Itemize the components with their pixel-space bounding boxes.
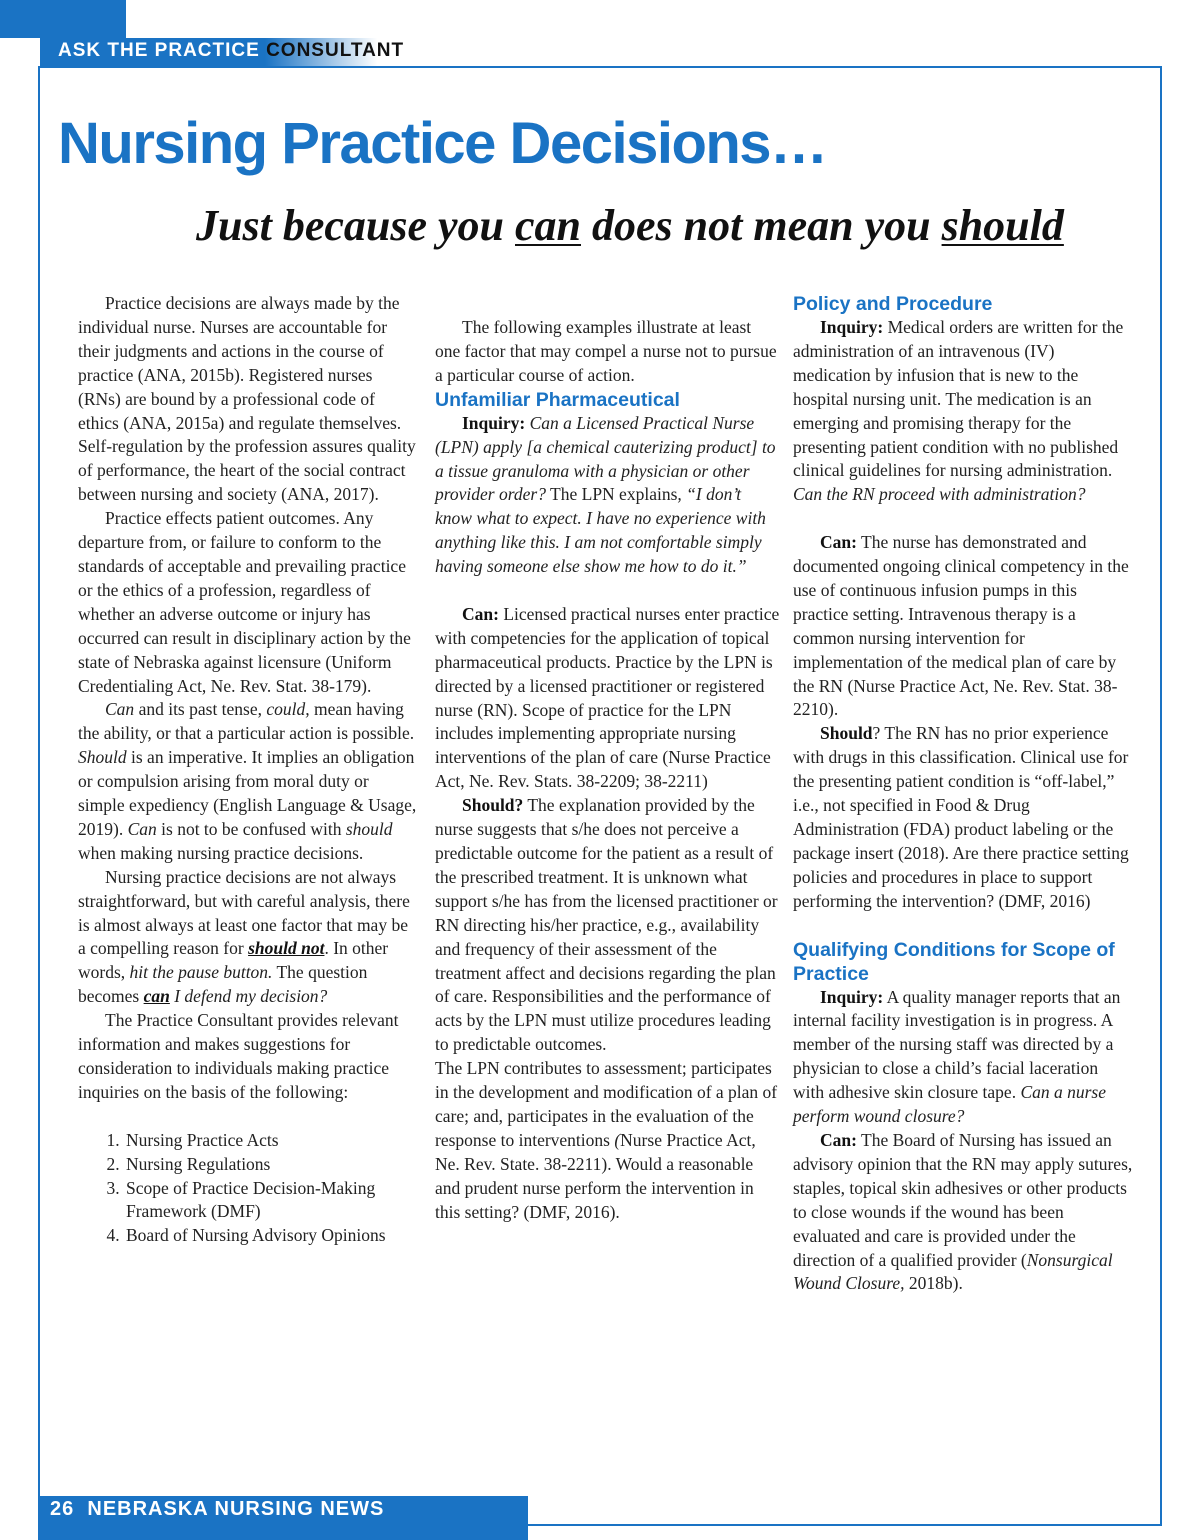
- should-label: Should?: [462, 795, 524, 816]
- text-run: mean having the ability, or that a particular action is possible.: [78, 699, 415, 744]
- text-run: 2018b).: [904, 1273, 963, 1294]
- subtitle-part1: Just because you: [196, 201, 515, 250]
- col3-can-2: [793, 1129, 1133, 1296]
- text-run: The nurse has demonstrated and documented ongoing clinical competency in the use of continuous infusion pumps in this practice setting. Intravenous therapy is a common nursing intervention for implementation of the medical plan of care by the RN (Nurse Practice Act, Ne. Rev. Stat. 38-2210).: [793, 532, 1129, 720]
- col1-paragraph-4: [78, 866, 418, 1009]
- column-2: [435, 316, 780, 1225]
- inquiry-label: Inquiry:: [820, 986, 884, 1007]
- text-run: (: [614, 1129, 621, 1150]
- can-label: Can:: [820, 532, 857, 553]
- phrase-pause: hit the pause button.: [129, 962, 273, 983]
- section-label-part2: CONSULTANT: [259, 40, 405, 61]
- text-run: is an imperative. It implies an obligation or compulsion arising from moral duty or simple expediency (English Language & Usage, 2019).: [78, 747, 417, 839]
- text-run: The question becomes: [78, 962, 368, 1007]
- inquiry-quote: , “I don’t know what to expect. I have no experience with anything like this. I am not comfortable simply having someone else show me how to do it.”: [435, 484, 766, 577]
- col3-inquiry-1: [793, 316, 1133, 507]
- article-title: Nursing Practice Decisions…: [58, 111, 827, 176]
- col1-paragraph-3: [78, 698, 418, 865]
- header-accent-block: [0, 0, 126, 38]
- col3-should-1: [793, 722, 1133, 913]
- section-label-part1: ASK THE PRACTICE: [58, 40, 260, 61]
- footer: [50, 1498, 384, 1521]
- term-can-emphasis: can: [143, 986, 170, 1007]
- inquiry-question: Can a nurse perform wound closure?: [793, 1082, 1107, 1127]
- text-run: The LPN explains: [545, 484, 678, 505]
- term-could: could,: [266, 699, 310, 720]
- col2-should: [435, 794, 780, 1057]
- col2-can: [435, 603, 780, 794]
- text-run: Nurse Practice Act, Ne. Rev. State. 38-2211). Would a reasonable and prudent nurse perform the intervention in this setting? (DMF, 2016).: [435, 1129, 756, 1222]
- should-label: Should: [820, 723, 873, 744]
- can-label: Can:: [820, 1129, 857, 1150]
- heading-qualifying-conditions: Qualifying Conditions for Scope of Practice: [793, 938, 1115, 985]
- term-should-not: should not: [248, 938, 325, 959]
- heading-unfamiliar-pharmaceutical: Unfamiliar Pharmaceutical: [435, 388, 680, 411]
- list-item: 2. Nursing Regulations: [124, 1153, 418, 1177]
- list-item: 1. Nursing Practice Acts: [124, 1129, 418, 1153]
- col1-paragraph-1: Practice decisions are always made by the individual nurse. Nurses are accountable for their judgments and actions in the course of practice (ANA, 2015b). Registered nurses (RNs) are bound by a professional code of ethics (ANA, 2015a) and regulate themselves. Self-regulation by the profession assures quality of performance, the heart of the social contract between nursing and society (ANA, 2017).: [78, 293, 416, 505]
- col2-intro: The following examples illustrate at least one factor that may compel a nurse not to pursue a particular course of action.: [435, 317, 777, 385]
- text-run: A quality manager reports that an internal facility investigation is in progress. A member of the nursing staff was directed by a physician to close a child’s facial laceration with adhesive skin closure tape.: [793, 986, 1121, 1103]
- citation-nonsurgical-wound-closure: Nonsurgical Wound Closure,: [793, 1249, 1113, 1294]
- text-run: The Board of Nursing has issued an advisory opinion that the RN may apply sutures, staples, topical skin adhesives or other products to close wounds if the wound has been evaluated and care is provided under the direction of a qualified provider (: [793, 1129, 1133, 1270]
- inquiry-question: Can the RN proceed with administration?: [793, 484, 1086, 505]
- column-1: [78, 292, 418, 1248]
- text-run: The explanation provided by the nurse suggests that s/he does not perceive a predictable outcome for the patient as a result of the prescribed treatment. It is unknown what support s/he has from the licensed practitioner or RN directing his/her practice, e.g., availability and frequency of their assessment of the treatment affect and decisions regarding the plan of care. Responsibilities and the performance of acts by the LPN must utilize procedures leading to predictable outcomes.: [435, 795, 778, 1055]
- term-can: Can: [105, 699, 135, 720]
- publication-name: NEBRASKA NURSING NEWS: [87, 1498, 385, 1520]
- col3-inquiry-2: [793, 986, 1133, 1129]
- col2-inquiry: [435, 412, 780, 579]
- page-number: 26: [50, 1498, 75, 1520]
- col1-paragraph-5: The Practice Consultant provides relevant information and makes suggestions for consideration to individuals making practice inquiries on the basis of the following:: [78, 1010, 399, 1102]
- column-3: [793, 292, 1133, 1296]
- can-label: Can:: [462, 603, 499, 624]
- col1-paragraph-2: Practice effects patient outcomes. Any departure from, or failure to conform to the standards of acceptable and prevailing practice or the ethics of a profession, regardless of whether an adverse outcome or injury has occurred can result in disciplinary action by the state of Nebraska against licensure (Uniform Credentialing Act, Ne. Rev. Stat. 38-179).: [78, 508, 411, 696]
- inquiry-question: Can a Licensed Practical Nurse (LPN) apply [a chemical cauterizing product] to a tissue granuloma with a physician or other provider order?: [435, 412, 776, 505]
- subtitle-can: can: [515, 201, 581, 250]
- text-run: Licensed practical nurses enter practice with competencies for the application of topical pharmaceutical products. Practice by the LPN is directed by a licensed practitioner or registered nurse (RN). Scope of practice for the LPN includes implementing appropriate nursing interventions of the plan of care (Nurse Practice Act, Ne. Rev. Stats. 38-2209; 38-2211): [435, 603, 780, 792]
- list-item: 4. Board of Nursing Advisory Opinions: [124, 1224, 418, 1248]
- col2-contributes: [435, 1057, 780, 1224]
- phrase-defend: I defend my decision?: [169, 986, 328, 1007]
- text-run: ? The RN has no prior experience with drugs in this classification. Clinical use for the presenting patient condition is “off-label,” i.e., not specified in Food & Drug Administration (FDA) product labeling or the package insert (2018). Are there practice setting policies and procedures in place to support performing the intervention? (DMF, 2016): [793, 723, 1129, 911]
- inquiry-label: Inquiry:: [820, 317, 884, 337]
- section-label: [58, 40, 404, 62]
- term-should: Should: [78, 747, 127, 768]
- text-run: Medical orders are written for the administration of an intravenous (IV) medication by infusion that is new to the hospital nursing unit. The medication is an emerging and promising therapy for the presenting patient condition with no published clinical guidelines for nursing administration.: [793, 317, 1124, 481]
- inquiry-label: Inquiry:: [462, 412, 526, 433]
- text-run: Nursing practice decisions are not always straightforward, but with careful analysis, there is almost always at least one factor that may be a compelling reason for: [78, 866, 410, 959]
- text-run: is not to be confused with: [156, 818, 346, 839]
- col3-can-1: [793, 531, 1133, 722]
- text-run: . In other words,: [78, 938, 389, 983]
- text-run: The LPN contributes to assessment; participates in the development and modification of a plan of care; and, participates in the evaluation of the response to interventions: [435, 1058, 778, 1150]
- text-run: when making nursing practice decisions.: [78, 842, 364, 863]
- heading-policy-procedure: Policy and Procedure: [793, 293, 993, 315]
- article-subtitle: [196, 200, 1064, 251]
- subtitle-should: should: [941, 201, 1064, 250]
- inquiry-basis-list: [78, 1129, 418, 1249]
- term-can-2: Can: [127, 818, 157, 839]
- subtitle-part2: does not mean you: [581, 201, 942, 250]
- list-item: 3. Scope of Practice Decision-Making Framework (DMF): [124, 1177, 418, 1225]
- text-run: and its past tense,: [134, 699, 267, 720]
- term-should-2: should: [345, 818, 393, 839]
